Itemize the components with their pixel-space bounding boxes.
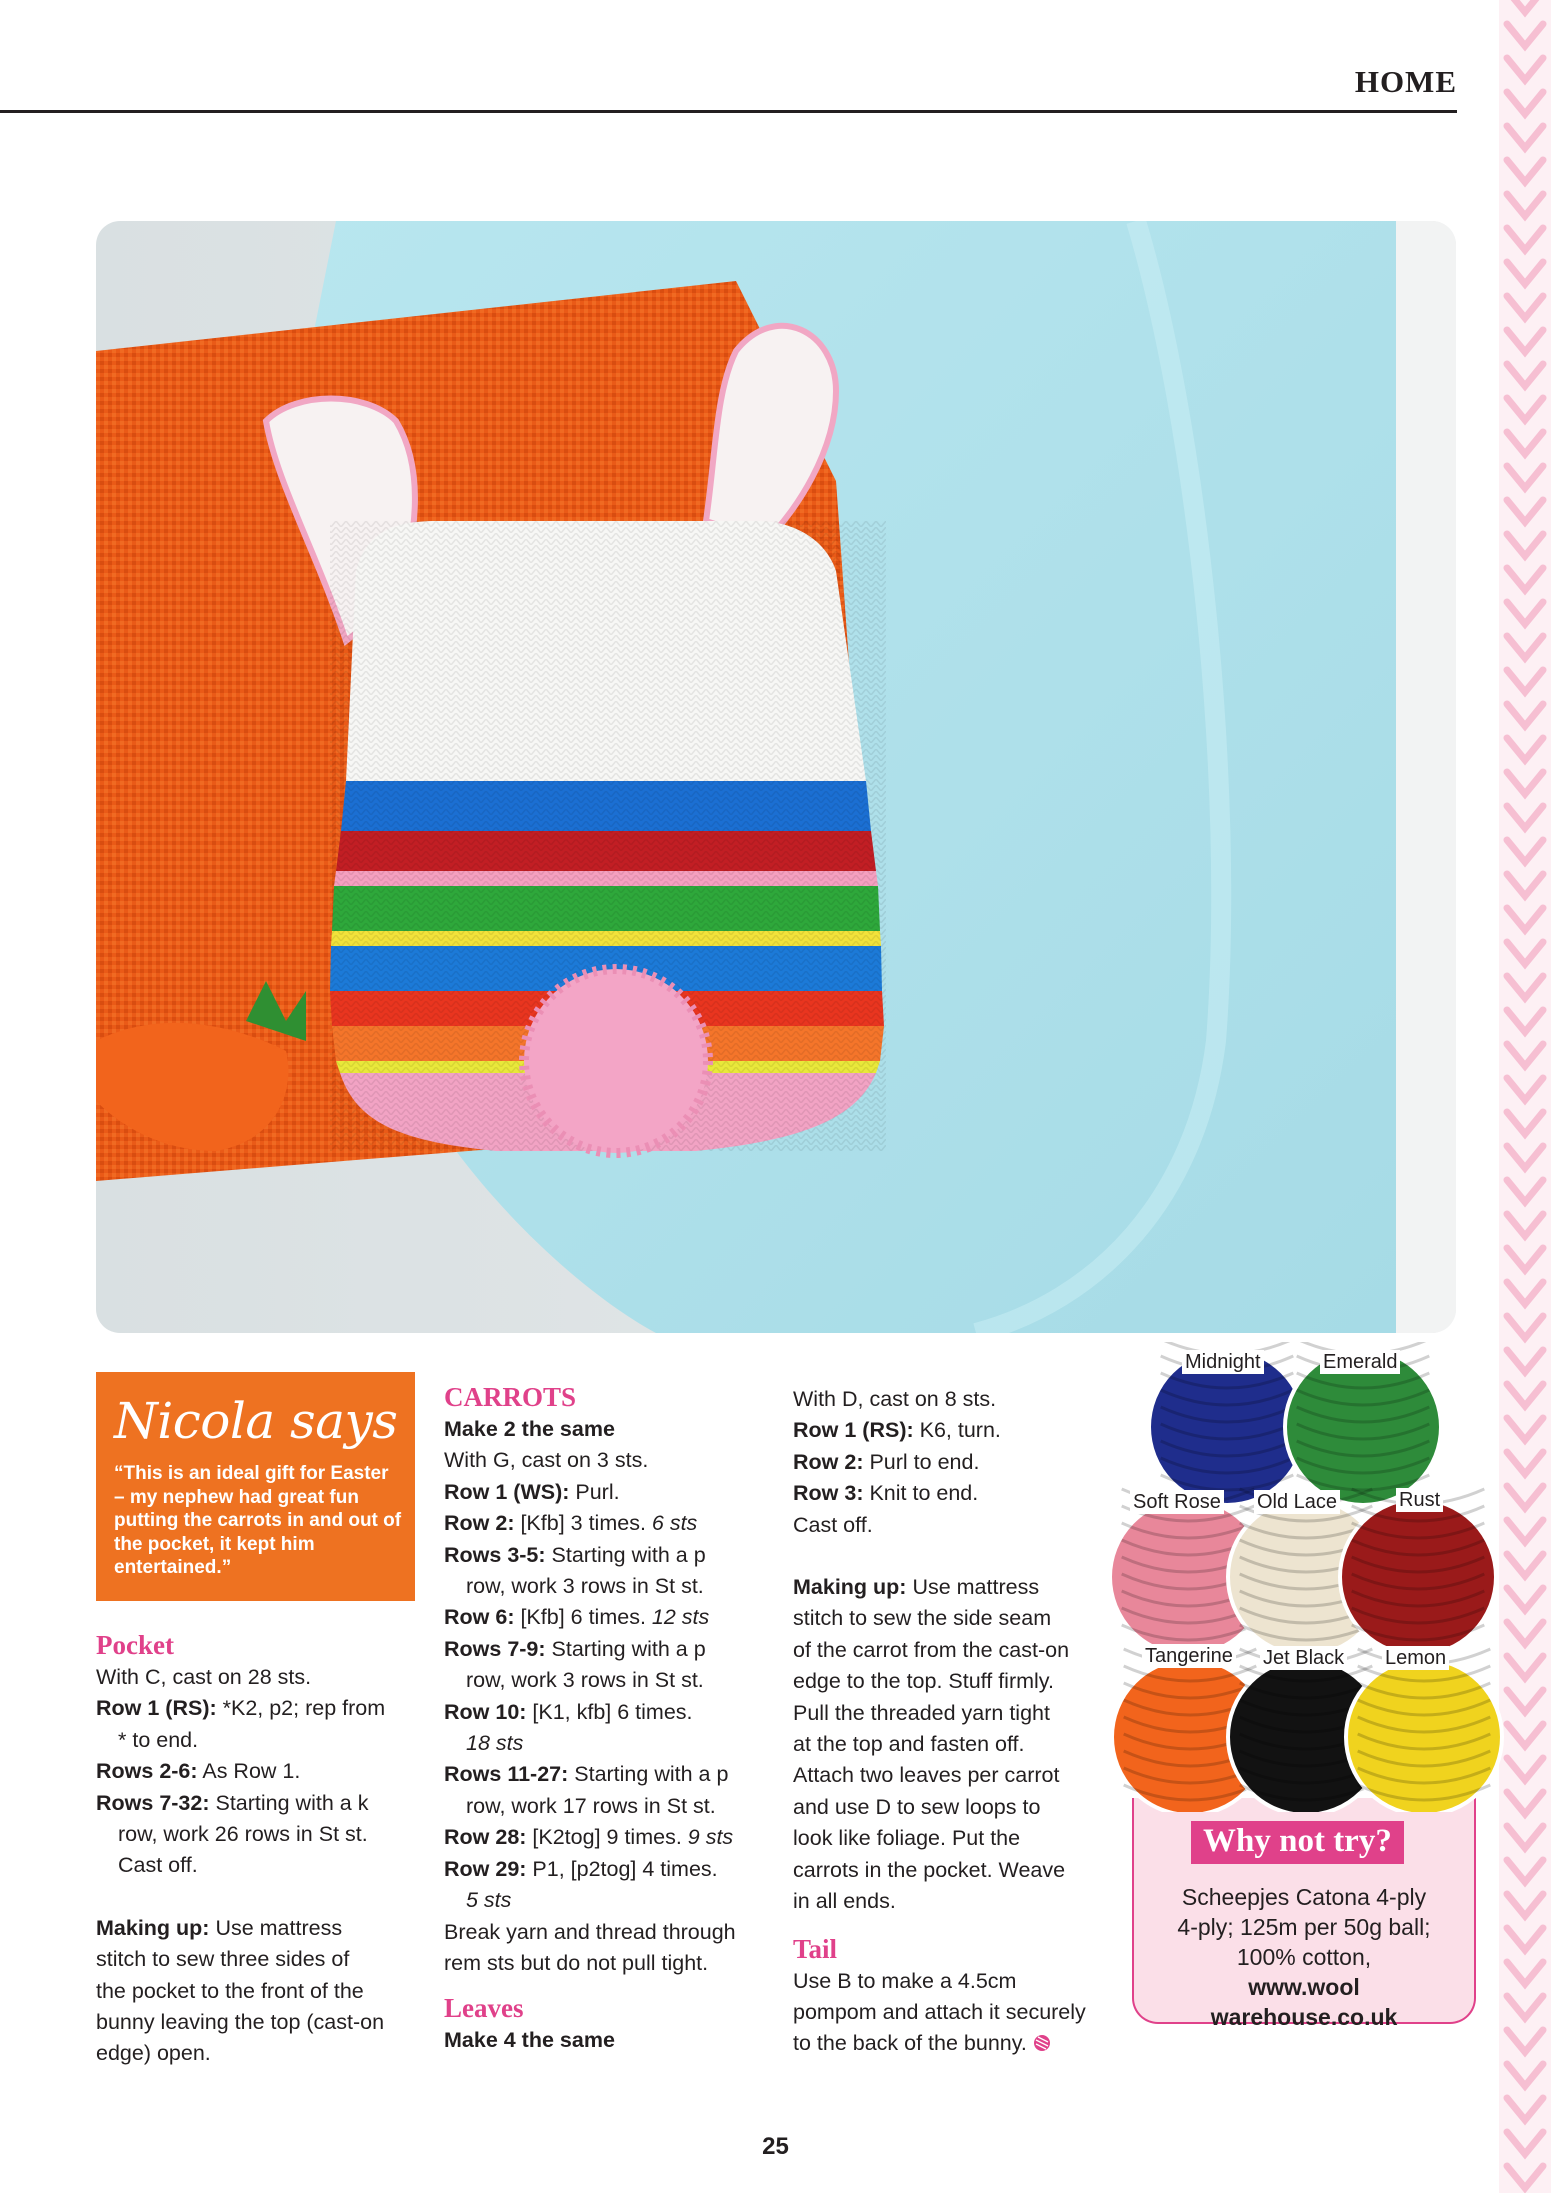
carrot-making-line: stitch to sew the side seam xyxy=(793,1606,1052,1631)
carrots-rows3-5: Rows 3-5: Starting with a p xyxy=(444,1542,706,1567)
yarn-ball-rust xyxy=(1340,1489,1496,1655)
carrot-making-line: and use D to sew loops to xyxy=(793,1794,1041,1819)
why-not-try-text: Scheepjes Catona 4-ply 4-ply; 125m per 50g ball; 100% cotton, www.wool warehouse.co.uk xyxy=(1144,1882,1464,2032)
leaves-castoff: Cast off. xyxy=(793,1512,873,1537)
pocket-column xyxy=(96,1628,426,2070)
pocket-rows2-6: Rows 2-6: As Row 1. xyxy=(96,1759,301,1784)
tail-line: Use B to make a 4.5cm xyxy=(793,1968,1017,1993)
carrot-making-line: at the top and fasten off. xyxy=(793,1732,1025,1757)
yarn-panel xyxy=(1106,1342,1506,2082)
carrots-rows7-9-cont: row, work 3 rows in St st. xyxy=(466,1668,704,1693)
section-label: HOME xyxy=(1354,64,1457,99)
yarn-ball-lemon xyxy=(1346,1649,1502,1812)
carrots-row2: Row 2: [Kfb] 3 times. 6 sts xyxy=(444,1511,698,1536)
carrots-column xyxy=(444,1380,784,2057)
pocket-rows7-32-cont: row, work 26 rows in St st. xyxy=(118,1822,368,1847)
carrots-make2: Make 2 the same xyxy=(444,1417,615,1441)
carrots-rows3-5-cont: row, work 3 rows in St st. xyxy=(466,1574,704,1599)
pocket-making-line: stitch to sew three sides of xyxy=(96,1947,350,1972)
pocket-heading: Pocket xyxy=(96,1630,174,1660)
nicola-says-box xyxy=(96,1372,415,1601)
carrots-rows11-27-cont: row, work 17 rows in St st. xyxy=(466,1793,716,1818)
tail-line: pompom and attach it securely xyxy=(793,1999,1086,2024)
leaves-row2: Row 2: Purl to end. xyxy=(793,1449,980,1474)
carrot-making-up: Making up: Use mattress xyxy=(793,1575,1040,1600)
yarn-label-jet-black: Jet Black xyxy=(1260,1646,1347,1670)
carrots-row10-count: 18 sts xyxy=(466,1731,524,1756)
yarn-label-tangerine: Tangerine xyxy=(1142,1644,1236,1668)
leaves-row3: Row 3: Knit to end. xyxy=(793,1481,979,1506)
carrots-row28: Row 28: [K2tog] 9 times. 9 sts xyxy=(444,1825,734,1850)
carrot-making-line: edge to the top. Stuff firmly. xyxy=(793,1669,1054,1694)
carrots-rows11-27: Rows 11-27: Starting with a p xyxy=(444,1762,729,1787)
nicola-title: Nicola says xyxy=(114,1392,398,1450)
leaves-tail-column xyxy=(793,1384,1133,2060)
pocket-castoff: Cast off. xyxy=(118,1853,198,1878)
pocket-making-line: edge) open. xyxy=(96,2041,211,2066)
yarn-label-soft-rose: Soft Rose xyxy=(1130,1490,1224,1514)
tail-heading: Tail xyxy=(793,1933,838,1964)
carrots-break: Break yarn and thread through xyxy=(444,1919,736,1944)
yarn-label-old-lace: Old Lace xyxy=(1254,1490,1340,1514)
pocket-row1: Row 1 (RS): *K2, p2; rep from xyxy=(96,1696,386,1721)
carrot-making-line: in all ends. xyxy=(793,1889,896,1914)
pocket-making-up: Making up: Use mattress xyxy=(96,1915,343,1940)
carrot-making-line: carrots in the pocket. Weave xyxy=(793,1857,1066,1882)
yarn-label-midnight: Midnight xyxy=(1182,1350,1264,1374)
pocket-rows7-32: Rows 7-32: Starting with a k xyxy=(96,1790,369,1815)
carrot-making-line: Pull the threaded yarn tight xyxy=(793,1700,1050,1725)
carrots-rows7-9: Rows 7-9: Starting with a p xyxy=(444,1636,706,1661)
carrot-making-line: Attach two leaves per carrot xyxy=(793,1763,1060,1788)
leaves-cast-on: With D, cast on 8 sts. xyxy=(793,1387,997,1411)
why-not-try-box xyxy=(1132,1798,1476,2030)
yarn-label-rust: Rust xyxy=(1396,1488,1443,1512)
carrots-row6: Row 6: [Kfb] 6 times. 12 sts xyxy=(444,1605,710,1630)
carrots-cast-on: With G, cast on 3 sts. xyxy=(444,1448,649,1473)
carrots-row29-count: 5 sts xyxy=(466,1888,512,1913)
knit-border-decoration xyxy=(1499,0,1551,2193)
pocket-making-line: the pocket to the front of the xyxy=(96,1978,364,2003)
why-not-try-label: Why not try? xyxy=(1191,1821,1404,1864)
yarn-balls xyxy=(1106,1342,1506,1812)
bunny-cushion-photo xyxy=(96,221,1456,1333)
leaves-row1: Row 1 (RS): K6, turn. xyxy=(793,1418,1001,1443)
shop-url[interactable]: www.wool warehouse.co.uk xyxy=(1210,1974,1398,2030)
pocket-intro: With C, cast on 28 sts. xyxy=(96,1665,312,1689)
tail-line: to the back of the bunny. xyxy=(793,2028,1133,2059)
carrot-making-line: of the carrot from the cast-on xyxy=(793,1637,1070,1662)
pocket-row1-cont: * to end. xyxy=(118,1727,199,1752)
carrots-row29: Row 29: P1, [p2tog] 4 times. xyxy=(444,1856,718,1881)
yarn-label-lemon: Lemon xyxy=(1382,1646,1449,1670)
pocket-making-line: bunny leaving the top (cast-on xyxy=(96,2010,385,2035)
carrots-row10: Row 10: [K1, kfb] 6 times. xyxy=(444,1699,693,1724)
yarn-label-emerald: Emerald xyxy=(1320,1350,1400,1374)
leaves-make4: Make 4 the same xyxy=(444,2028,615,2053)
header-rule xyxy=(0,110,1457,113)
carrots-break: rem sts but do not pull tight. xyxy=(444,1950,709,1975)
yarn-ball-end-icon xyxy=(1033,2034,1051,2052)
carrots-heading: CARROTS xyxy=(444,1382,577,1412)
carrot-making-line: look like foliage. Put the xyxy=(793,1826,1021,1851)
nicola-quote: “This is an ideal gift for Easter – my nephew had great fun putting the carrots in and out of the pocket, it kept him entertained.” xyxy=(114,1463,402,1578)
leaves-heading: Leaves xyxy=(444,1993,524,2024)
carrots-row1: Row 1 (WS): Purl. xyxy=(444,1479,620,1504)
page-number: 25 xyxy=(762,2133,789,2160)
